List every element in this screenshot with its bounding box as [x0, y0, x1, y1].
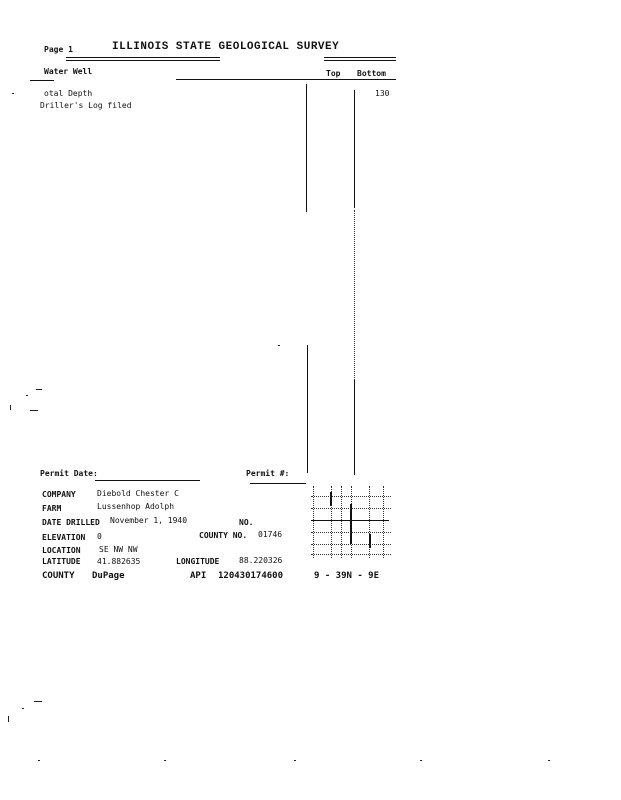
company-label: COMPANY [42, 490, 76, 499]
scan-speck [30, 410, 38, 411]
grid-line [350, 504, 352, 544]
longitude-value: 88.220326 [239, 556, 283, 565]
log-formation-total-depth: otal Depth [44, 89, 93, 98]
grid-line [369, 534, 371, 548]
permit-number-line [250, 483, 306, 484]
survey-title: ILLINOIS STATE GEOLOGICAL SURVEY [112, 41, 340, 53]
api-value: 120430174600 [218, 571, 284, 581]
location-value: SE NW NW [99, 545, 138, 554]
scan-speck [278, 345, 280, 346]
column-header-top: Top [326, 69, 341, 78]
scan-speck [34, 701, 42, 702]
scan-speck [36, 389, 42, 390]
farm-value: Lussenhop Adolph [97, 502, 175, 511]
column-divider-top-lower [307, 345, 308, 473]
header-rule-short [30, 80, 54, 81]
api-label: API [190, 571, 207, 581]
latitude-label: LATITUDE [42, 557, 81, 566]
scan-speck [12, 93, 14, 94]
elevation-label: ELEVATION [42, 533, 86, 542]
section-locator-grid [311, 486, 391, 558]
date-drilled-value: November 1, 1940 [110, 516, 188, 525]
county-value: DuPage [92, 571, 125, 581]
scan-speck [294, 760, 296, 761]
location-label: LOCATION [42, 546, 81, 555]
company-value: Diebold Chester C [97, 489, 179, 498]
scan-speck [10, 405, 11, 410]
log-formation-drillers-log: Driller's Log filed [40, 101, 132, 110]
scan-speck [420, 760, 422, 761]
title-underline-right [324, 57, 396, 58]
permit-number-label: Permit #: [246, 469, 290, 478]
county-label: COUNTY [42, 571, 75, 581]
scan-speck [164, 760, 166, 761]
title-underline-left [66, 57, 220, 58]
title-underline-right-2 [324, 60, 396, 61]
page-label: Page 1 [44, 45, 73, 54]
number-label: NO. [239, 518, 254, 527]
grid-line [330, 492, 332, 506]
scan-speck [548, 760, 550, 761]
column-divider-top [306, 84, 307, 212]
longitude-label: LONGITUDE [176, 557, 220, 566]
county-number-value: 01746 [258, 530, 283, 539]
elevation-value: 0 [97, 532, 102, 541]
column-divider-bottom-dotted [354, 210, 355, 380]
grid-line [311, 508, 391, 509]
scan-speck [22, 708, 24, 709]
latitude-value: 41.882635 [97, 557, 141, 566]
date-drilled-label: DATE DRILLED [42, 518, 100, 527]
farm-label: FARM [42, 504, 62, 513]
header-rule [176, 79, 396, 80]
column-header-bottom: Bottom [357, 69, 386, 78]
scan-speck [8, 716, 9, 722]
log-bottom-total-depth: 130 [375, 89, 390, 98]
grid-line [311, 532, 391, 533]
column-divider-bottom [354, 90, 355, 208]
permit-date-label: Permit Date: [40, 469, 98, 478]
grid-line [311, 544, 391, 545]
grid-line [311, 520, 389, 521]
scan-speck [38, 760, 40, 761]
well-type-label: Water Well [44, 67, 93, 76]
scan-speck [26, 395, 28, 396]
title-underline-left-2 [66, 60, 220, 61]
column-divider-bottom-lower [354, 380, 355, 475]
grid-line [311, 554, 391, 555]
township-range: 9 - 39N - 9E [314, 571, 380, 581]
county-number-label: COUNTY NO. [199, 531, 248, 540]
permit-date-line [95, 480, 200, 481]
grid-line [311, 496, 391, 497]
